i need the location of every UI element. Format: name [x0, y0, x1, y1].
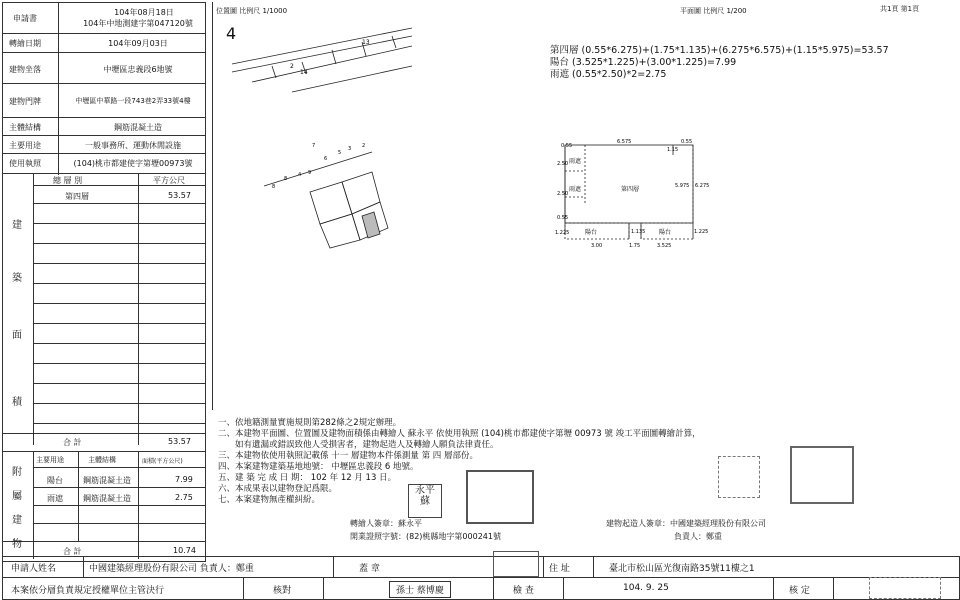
check1-label: 核對 — [273, 586, 292, 596]
dim-label: 1.225 — [694, 229, 709, 235]
lot-label: 2 — [362, 143, 366, 149]
formula-balcony: 陽台 (3.525*1.225)+(3.00*1.225)=7.99 — [550, 57, 737, 68]
area-formulas — [550, 45, 889, 81]
left-panel — [2, 2, 206, 562]
page-info: 共1頁 第1頁 — [880, 5, 920, 13]
room-label: 雨遮 — [569, 158, 582, 165]
formula-canopy: 雨遮 (0.55*2.50)*2=2.75 — [550, 69, 667, 80]
lot-label: 3 — [348, 146, 352, 152]
attached-row-2-structure: 鋼筋混凝土造 — [83, 494, 131, 503]
room-label: 雨遮 — [569, 186, 582, 193]
label-application: 申請書 — [13, 14, 37, 23]
attached-row-2-area: 2.75 — [175, 493, 193, 502]
builder-seal — [790, 446, 854, 504]
lot-label: 8 — [284, 176, 288, 182]
label-use: 主要用途 — [9, 141, 41, 150]
value-application-date: 104年08月18日 — [114, 8, 174, 17]
builder-owner: 負責人：鄭重 — [674, 532, 722, 541]
authorization-note: 本案依分層負責規定授權單位主管決行 — [11, 586, 165, 596]
area-row-floor: 第四層 — [65, 192, 89, 201]
note-2-cont: 如有遺漏或錯誤致他人受損害者，建物起造人及轉繪人願負法律責任。 — [218, 440, 499, 450]
address-label: 住 址 — [549, 564, 570, 574]
value-use: 一般事務所、運動休閒設施 — [85, 141, 181, 150]
area-side-char-2: 築 — [12, 273, 22, 284]
lot-label: 6 — [324, 156, 328, 162]
check2-label: 檢 查 — [513, 586, 534, 596]
note-2: 二、本建物平面圖、位置圖及建物面積係由轉繪人 蘇永平 依使用執照 (104)桃市都建使字第壢 00973 號 竣工平面圖轉繪計算， — [218, 429, 701, 439]
lot-label: 4 — [298, 172, 302, 178]
floor-plan-title: 平面圖 比例尺 1/200 — [680, 7, 747, 15]
note-1: 一、依地籍測量實施規則第282條之2規定辦理。 — [218, 418, 402, 428]
area-total-label: 合 計 — [63, 438, 82, 447]
attached-row-1-structure: 鋼筋混凝土造 — [83, 476, 131, 485]
dim-label: 1.135 — [631, 229, 646, 235]
floor-plan-drawing — [555, 135, 710, 255]
dim-label: 1.15 — [667, 147, 679, 153]
dim-label: 0.55 — [561, 143, 573, 149]
footer — [2, 556, 960, 600]
value-permit: (104)桃市都建使字第壢00973號 — [73, 159, 193, 168]
dim-label: 2.50 — [557, 191, 569, 197]
dim-label: 5.975 — [675, 183, 690, 189]
attached-side-char-3: 建 — [12, 515, 22, 526]
dim-label: 0.55 — [681, 139, 693, 145]
note-3: 三、本建物依使用執照記載係 十一 層建物本件係測量 第 四 層部份。 — [218, 451, 479, 461]
applicant-label: 申請人姓名 — [11, 564, 57, 574]
location-map-drawing — [212, 2, 540, 262]
note-4: 四、本案建物建築基地地號： 中壢區忠義段 6 地號。 — [218, 462, 419, 472]
area-side-char-4: 積 — [12, 397, 22, 408]
room-label: 陽台 — [659, 229, 672, 236]
area-header-floor: 總 層 別 — [53, 176, 83, 185]
attached-side-char-4: 物 — [12, 539, 22, 550]
area-side-char-3: 面 — [12, 330, 22, 341]
attached-row-2-use: 雨遮 — [47, 494, 63, 503]
north-arrow-icon: 4 — [226, 24, 237, 43]
dim-label: 6.275 — [695, 183, 710, 189]
lot-label: 14 — [300, 69, 308, 76]
dim-label: 2.50 — [557, 161, 569, 167]
room-label: 第四層 — [621, 186, 640, 193]
attached-row-1-area: 7.99 — [175, 475, 193, 484]
date-stamp: 104. 9. 25 — [623, 583, 669, 593]
approval-stamp — [869, 577, 941, 599]
location-map-title: 位置圖 比例尺 1/1000 — [216, 7, 288, 15]
area-side-char-1: 建 — [12, 220, 22, 231]
dim-label: 0.55 — [557, 215, 569, 221]
note-5: 五、建 築 完 成 日 期： 102 年 12 月 13 日。 — [218, 473, 397, 483]
lot-label: 5 — [338, 150, 342, 156]
attached-header-structure: 主體結構 — [88, 456, 116, 464]
drafter-license: 開業證照字號：(82)桃縣地字第000241號 — [350, 532, 501, 541]
room-label: 陽台 — [585, 229, 598, 236]
seal-label: 蓋 章 — [359, 564, 380, 574]
attached-side-char-2: 屬 — [12, 491, 22, 502]
dim-label: 3.00 — [591, 243, 603, 249]
attached-row-1-use: 陽台 — [47, 476, 63, 485]
attached-header-use: 主要用途 — [36, 456, 64, 464]
note-7: 七、本案建物無產權糾紛。 — [218, 495, 321, 505]
lot-label: 8 — [272, 184, 276, 190]
notes-block — [218, 418, 701, 506]
drafter-seal: 永平 蘇 — [408, 484, 442, 518]
formula-fourth-floor: 第四層 (0.55*6.275)+(1.75*1.135)+(6.275*6.575)+(1.15*5.975)=53.57 — [550, 45, 889, 56]
approve-label: 核 定 — [789, 586, 810, 596]
lot-label: 2 — [290, 63, 294, 70]
dim-label: 6.575 — [617, 139, 632, 145]
location-map — [212, 2, 540, 410]
owner-seal — [718, 456, 760, 498]
attached-header-area: 面積(平方公尺) — [142, 458, 183, 465]
label-transfer-date: 轉繪日期 — [9, 39, 41, 48]
value-structure: 鋼筋混凝土造 — [114, 123, 162, 132]
note-6: 六、本成果表以建物登記爲限。 — [218, 484, 338, 494]
lot-label: 9 — [308, 170, 312, 176]
attached-total-value: 10.74 — [173, 546, 196, 555]
dim-label: 3.525 — [657, 243, 672, 249]
company-seal-large — [466, 470, 534, 524]
applicant-seal — [493, 551, 539, 577]
drafter-signature: 轉繪人簽章：蘇永平 — [350, 519, 422, 528]
applicant-value: 中國建築經理股份有限公司 負責人：鄭重 — [89, 564, 254, 574]
area-row-value: 53.57 — [168, 191, 191, 200]
value-application-no: 104年中地測建字第047120號 — [83, 19, 193, 28]
lot-label: 7 — [312, 143, 316, 149]
address-value: 臺北市松山區光復南路35號11樓之1 — [609, 564, 755, 574]
builder-signature: 建物起造人簽章：中國建築經理股份有限公司 — [606, 519, 766, 528]
label-address: 建物門牌 — [9, 97, 41, 106]
dim-label: 1.225 — [555, 230, 570, 236]
area-total-value: 53.57 — [168, 437, 191, 446]
value-transfer-date: 104年09月03日 — [108, 39, 168, 48]
value-location: 中壢區忠義段6地號 — [103, 65, 173, 74]
label-location: 建物坐落 — [9, 65, 41, 74]
attached-total-label: 合 計 — [63, 547, 82, 556]
attached-side-char-1: 附 — [12, 467, 22, 478]
checker-stamp: 孫士 蔡博慶 — [389, 581, 451, 598]
value-address: 中壢區中華路一段743巷2弄33號4樓 — [75, 97, 191, 105]
dim-label: 1.75 — [629, 243, 641, 249]
lot-label: 13 — [362, 39, 370, 46]
label-structure: 主體結構 — [9, 123, 41, 132]
label-permit: 使用執照 — [9, 159, 41, 168]
area-header-unit: 平方公尺 — [153, 176, 185, 185]
